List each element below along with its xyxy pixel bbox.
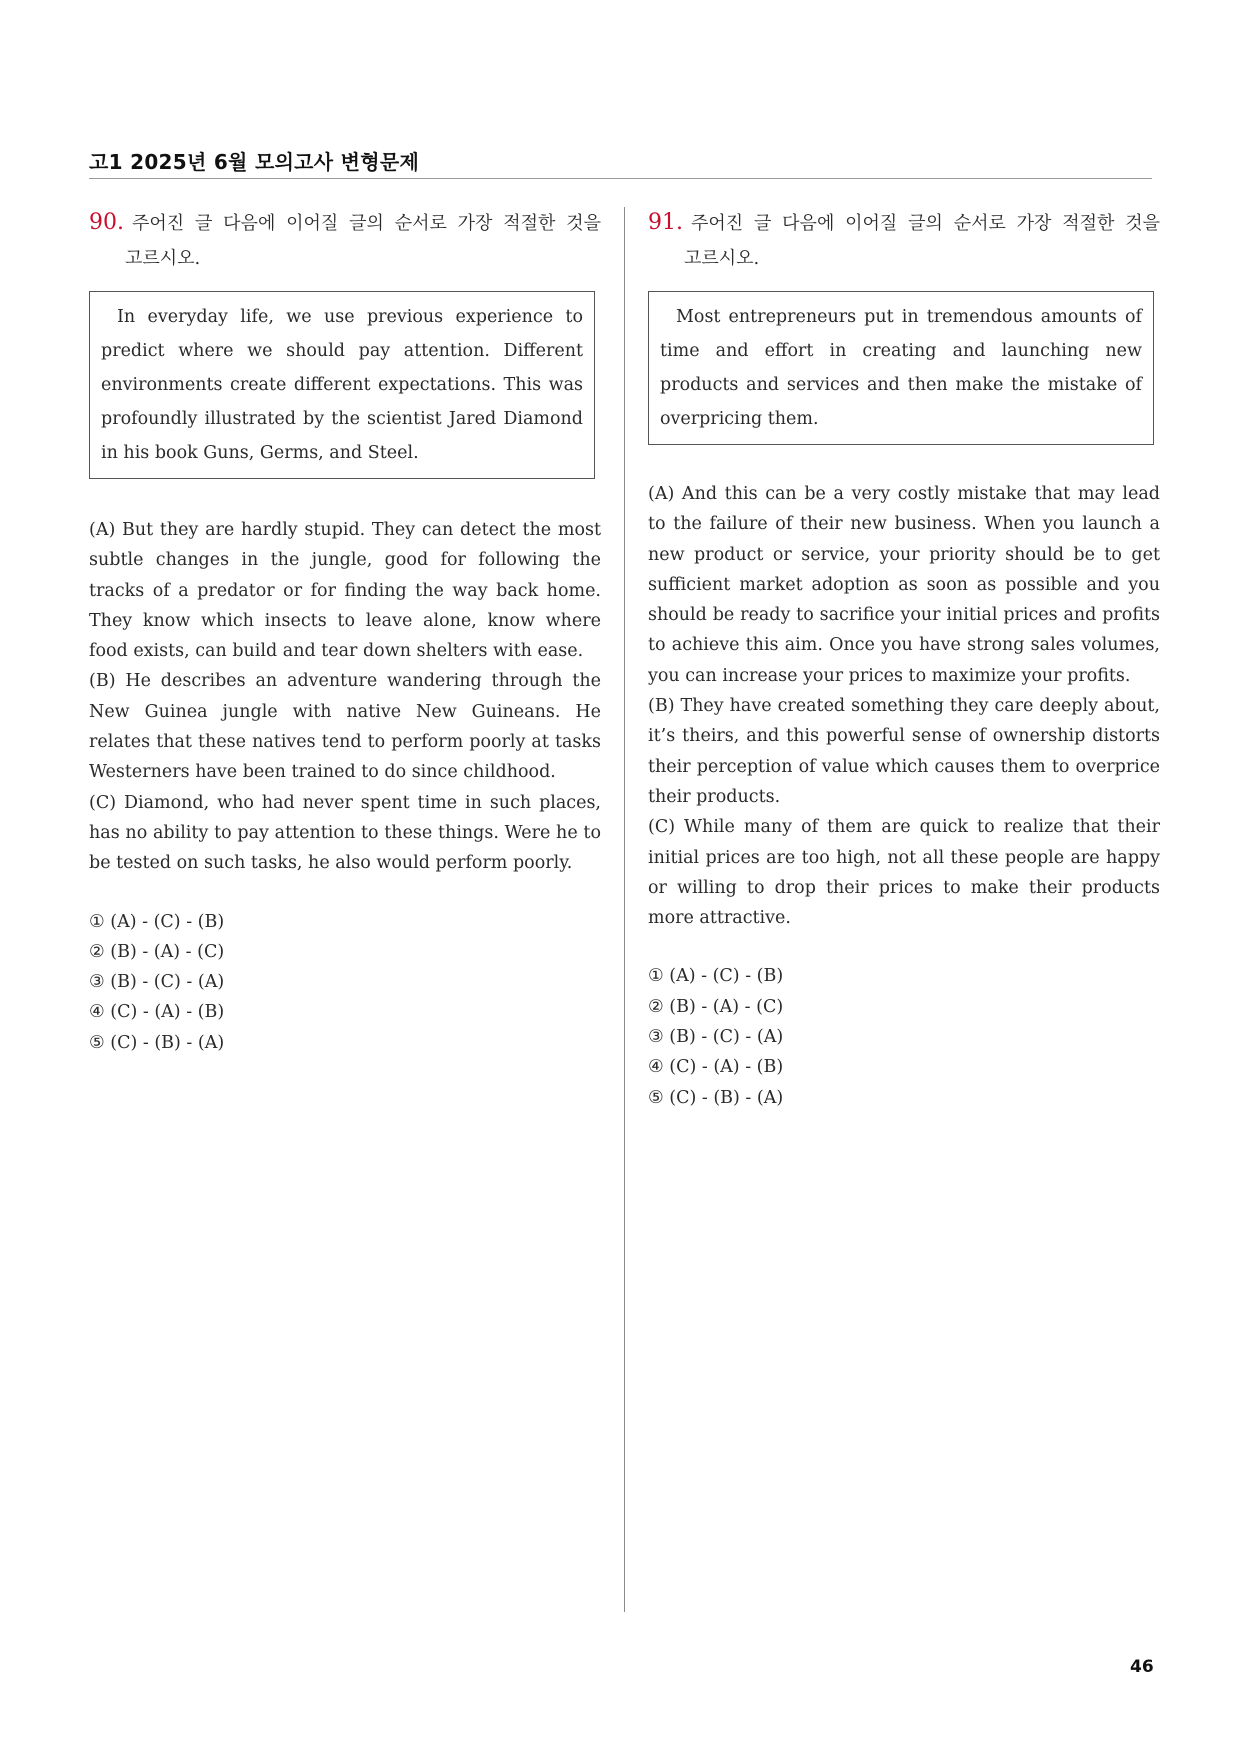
paragraph-b: (B) They have created something they care deeply about, it’s theirs, and this powerful sense of ownership distorts their perception of value which causes them to overprice their products. xyxy=(648,696,1160,807)
instruction-line-2: 고르시오. xyxy=(125,248,201,269)
option-2[interactable]: ② (B) - (A) - (C) xyxy=(89,941,225,962)
question-90 xyxy=(89,205,601,1058)
given-text: In everyday life, we use previous experience to predict where we should pay attention. Different environments create different expectations. This was profoundly illustrated by the scientist Jared Diamond in his book Guns, Germs, and Steel. xyxy=(101,307,583,463)
option-3[interactable]: ③ (B) - (C) - (A) xyxy=(89,972,225,993)
page-title: 고1 2025년 6월 모의고사 변형문제 xyxy=(89,150,420,174)
question-number: 91. xyxy=(648,210,683,235)
option-1[interactable]: ① (A) - (C) - (B) xyxy=(648,966,784,987)
option-4[interactable]: ④ (C) - (A) - (B) xyxy=(648,1057,784,1078)
paragraph-a: (A) And this can be a very costly mistake that may lead to the failure of their new business. When you launch a new product or service, your priority should be to get sufficient market adoption as soon as possible and you should be ready to sacrifice your initial prices and profits to achieve this aim. Once you have strong sales volumes, you can increase your prices to maximize your profits. xyxy=(648,484,1160,686)
instruction-line-2: 고르시오. xyxy=(684,248,760,269)
option-5[interactable]: ⑤ (C) - (B) - (A) xyxy=(89,1032,225,1053)
passage-paragraphs xyxy=(648,479,1160,933)
answer-options xyxy=(648,961,1160,1112)
paragraph-c: (C) Diamond, who had never spent time in such places, has no ability to pay attention to these things. Were he to be tested on such tasks, he also would perform poorly. xyxy=(89,792,601,874)
question-91 xyxy=(648,205,1160,1113)
question-instruction xyxy=(89,205,601,242)
answer-options xyxy=(89,907,601,1058)
instruction-line-1: 주어진 글 다음에 이어질 글의 순서로 가장 적절한 것을 xyxy=(691,213,1160,234)
option-3[interactable]: ③ (B) - (C) - (A) xyxy=(648,1027,784,1048)
paragraph-c: (C) While many of them are quick to realize that their initial prices are too high, not all these people are happy or willing to drop their prices to make their products more attractive. xyxy=(648,817,1160,929)
header-divider xyxy=(89,178,1152,179)
given-text-box xyxy=(89,291,595,479)
option-2[interactable]: ② (B) - (A) - (C) xyxy=(648,996,784,1017)
paragraph-a: (A) But they are hardly stupid. They can detect the most subtle changes in the jungle, good for following the tracks of a predator or for finding the way back home. They know which insects to leave alone, know where food exists, can build and tear down shelters with ease. xyxy=(89,520,601,662)
option-4[interactable]: ④ (C) - (A) - (B) xyxy=(89,1002,225,1023)
passage-paragraphs xyxy=(89,515,601,879)
option-1[interactable]: ① (A) - (C) - (B) xyxy=(89,911,225,932)
paragraph-b: (B) He describes an adventure wandering through the New Guinea jungle with native New Guineans. He relates that these natives tend to perform poorly at tasks Westerners have been trained to do since childhood. xyxy=(89,671,601,783)
question-number: 90. xyxy=(89,210,124,235)
instruction-line-1: 주어진 글 다음에 이어질 글의 순서로 가장 적절한 것을 xyxy=(132,213,601,234)
given-text: Most entrepreneurs put in tremendous amounts of time and effort in creating and launching new products and services and then make the mistake of overpricing them. xyxy=(660,307,1142,429)
page-number: 46 xyxy=(1130,1657,1154,1677)
question-instruction xyxy=(648,205,1160,242)
given-text-box xyxy=(648,291,1154,445)
option-5[interactable]: ⑤ (C) - (B) - (A) xyxy=(648,1087,784,1108)
page-header xyxy=(89,146,1152,175)
column-divider xyxy=(624,207,625,1612)
